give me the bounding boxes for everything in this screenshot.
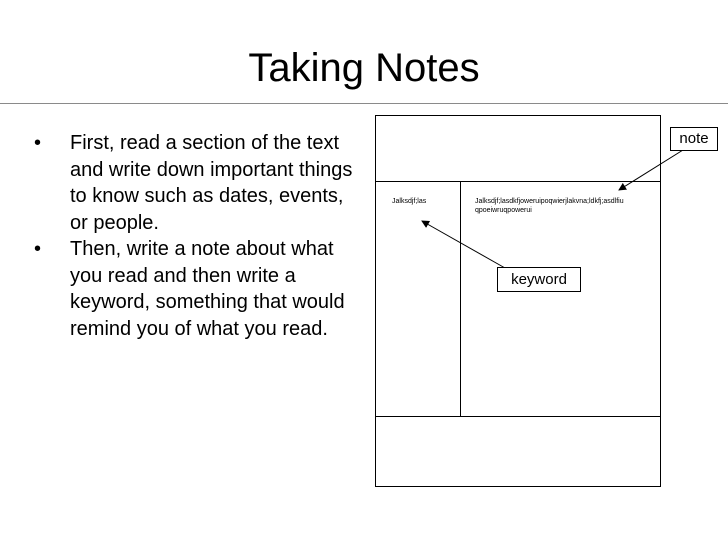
keyword-label: keyword — [497, 267, 581, 292]
keyword-cell-text: Jalksdjf;las — [392, 198, 427, 205]
bullet-dot-icon: • — [34, 132, 42, 154]
bullet-text: First, read a section of the text and write down important things to know such as dates, events, or people. — [70, 132, 353, 234]
note-arrow — [619, 150, 683, 190]
bullet-text: Then, write a note about what you read and then write a keyword, something that would remind you of what you read. — [70, 238, 345, 340]
note-label: note — [670, 127, 718, 151]
bullet-dot-icon: • — [34, 238, 42, 260]
note-cell-text-line2: qpoeiwruqpowerui — [475, 207, 532, 214]
keyword-arrow — [422, 221, 505, 268]
slide-title: Taking Notes — [248, 46, 480, 90]
note-cell-text-line1: Jalksdjf;lasdkfjoweruipoqwierjlakvna;ldkfj;asdlfiu — [475, 198, 624, 205]
